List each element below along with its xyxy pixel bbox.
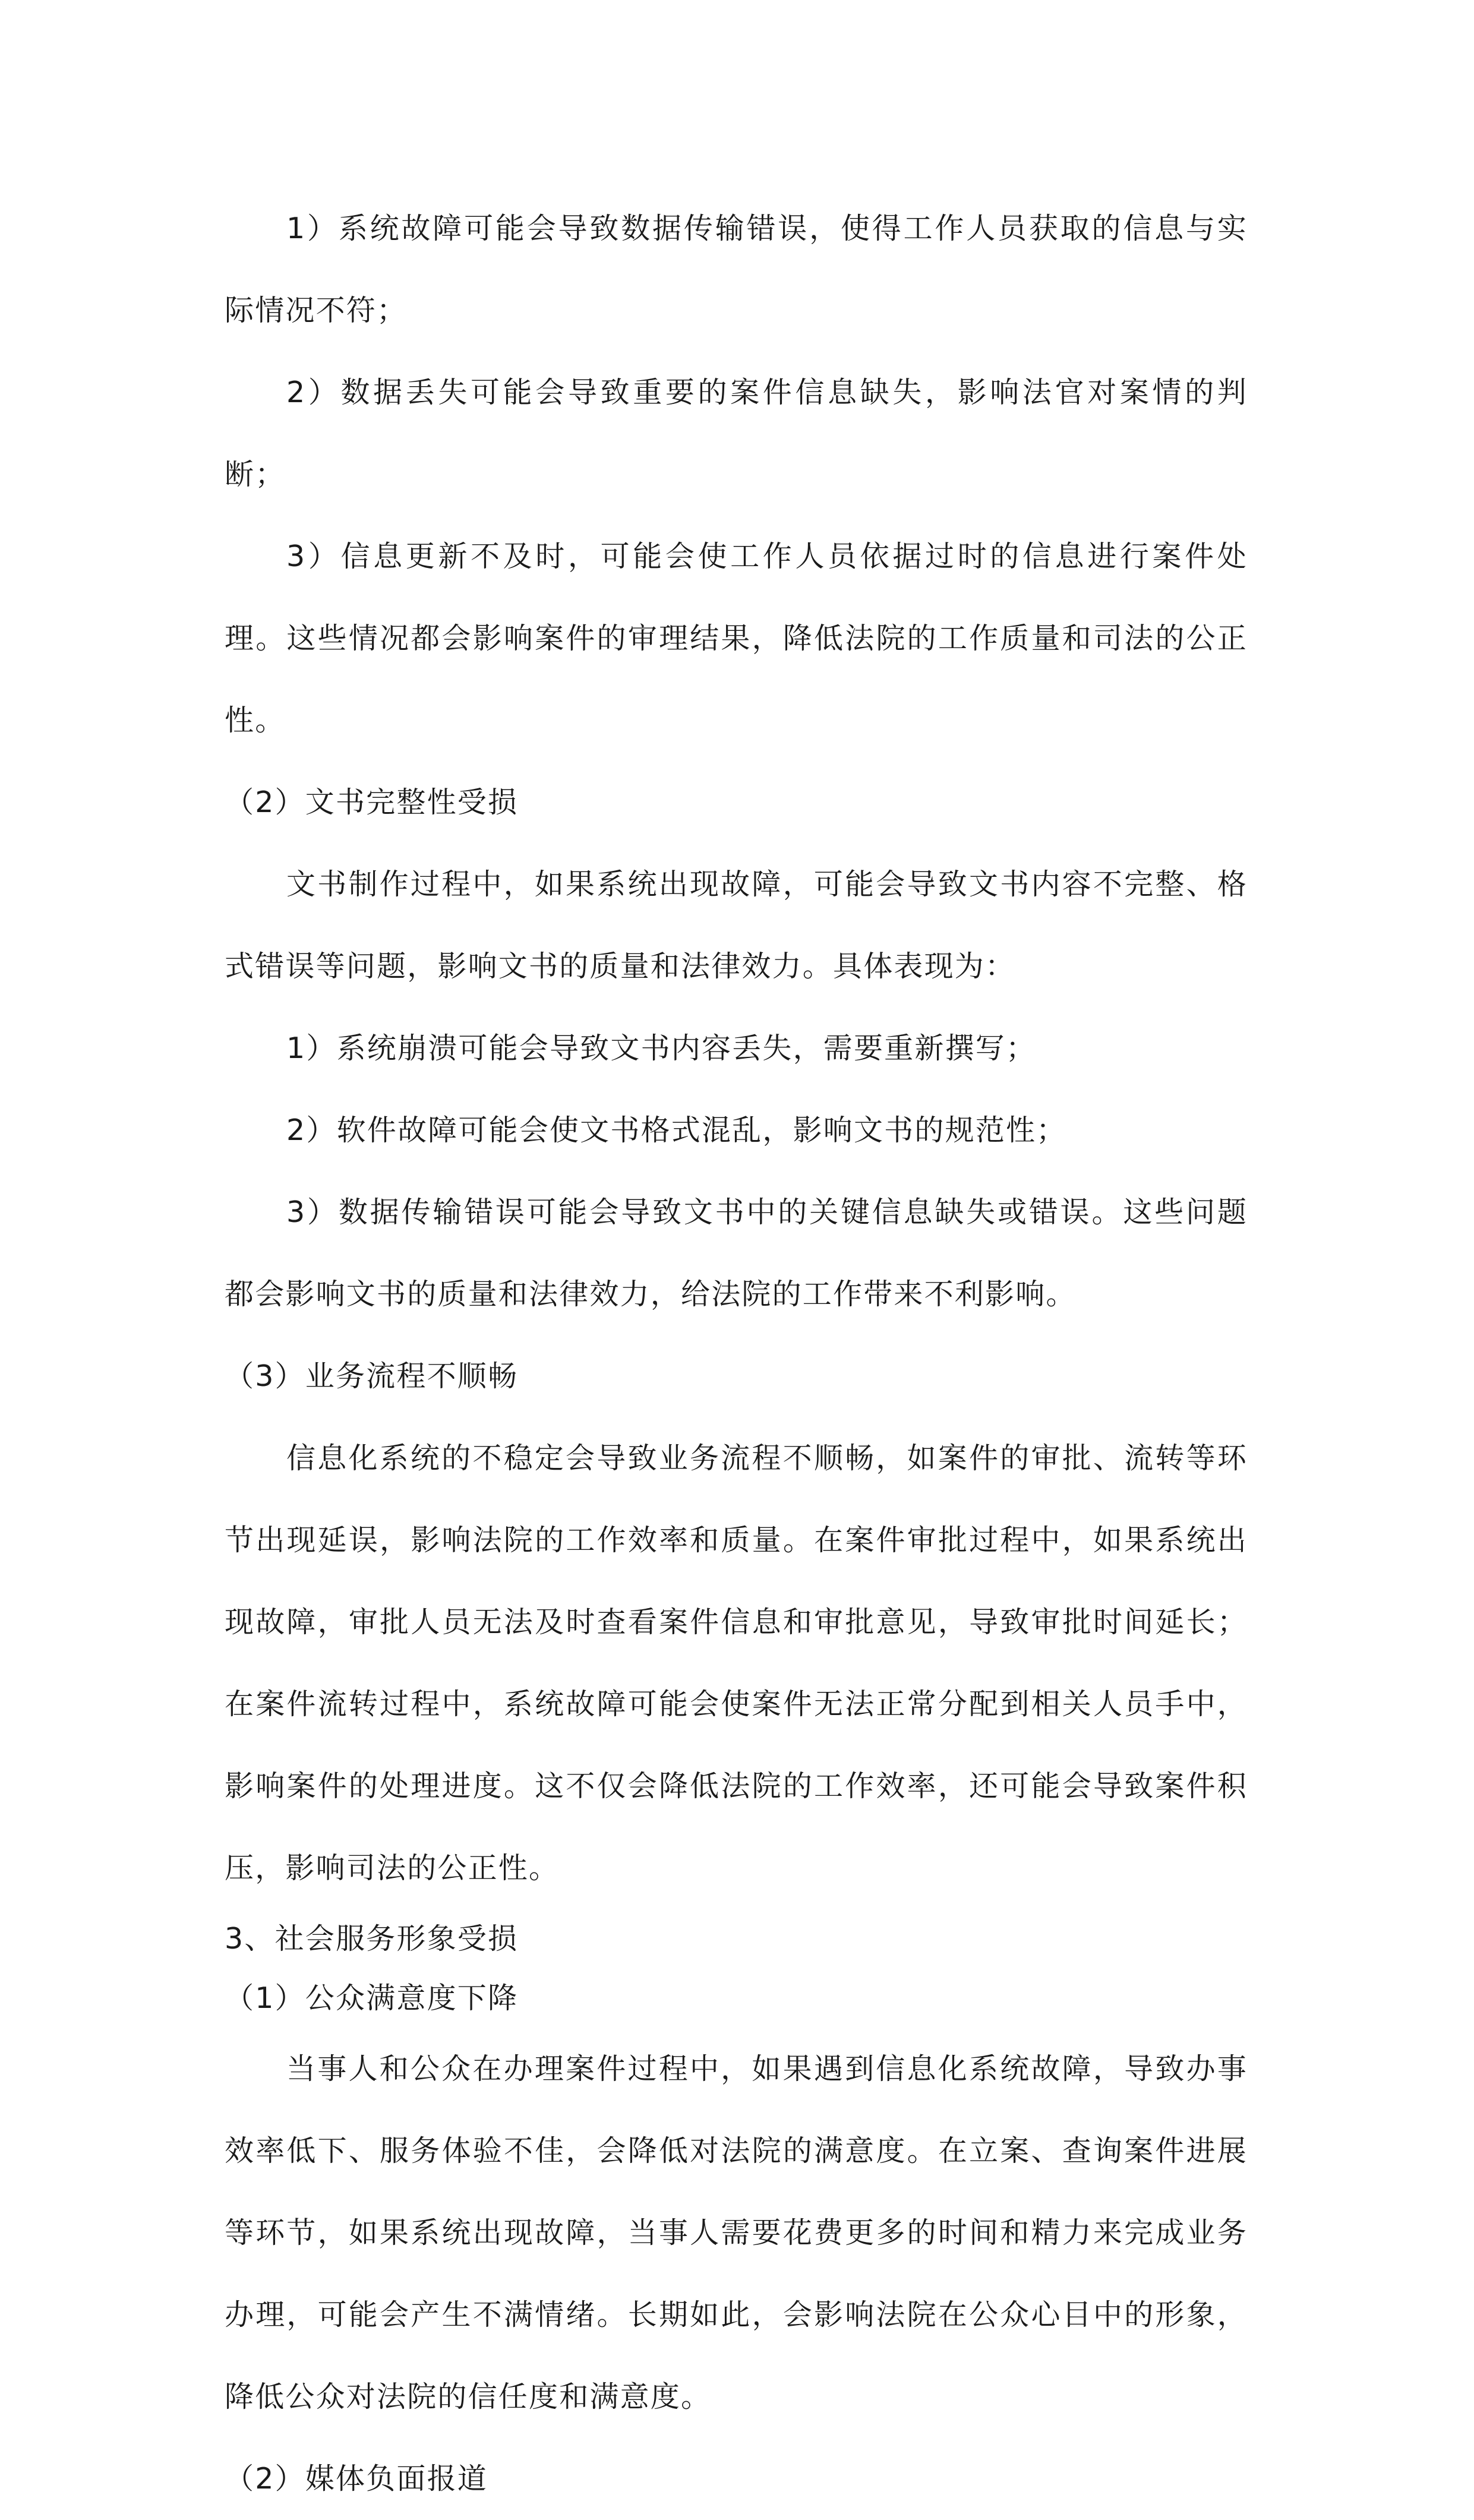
paragraph-item-2: 2）数据丢失可能会导致重要的案件信息缺失，影响法官对案情的判断； [225, 375, 1248, 491]
section-heading-document-integrity: （2）文书完整性受损 [225, 785, 519, 819]
paragraph-document-intro: 文书制作过程中，如果系统出现故障，可能会导致文书内容不完整、格式错误等问题，影响文书的质量和法律效力。具体表现为： [225, 867, 1248, 983]
paragraph-item-1: 1）系统故障可能会导致数据传输错误，使得工作人员获取的信息与实际情况不符； [225, 211, 1248, 327]
document-body [225, 188, 1248, 2520]
paragraph-doc-item-2: 2）软件故障可能会使文书格式混乱，影响文书的规范性； [286, 1113, 1067, 1147]
section-heading-workflow: （3）业务流程不顺畅 [225, 1359, 519, 1393]
paragraph-item-3: 3）信息更新不及时，可能会使工作人员依据过时的信息进行案件处理。这些情况都会影响案件的审理结果，降低法院的工作质量和司法的公正性。 [225, 539, 1248, 737]
section-heading-social-image: 3、社会服务形象受损 [225, 1922, 519, 1956]
section-heading-public-satisfaction: （1）公众满意度下降 [225, 1981, 519, 2015]
paragraph-workflow: 信息化系统的不稳定会导致业务流程不顺畅，如案件的审批、流转等环节出现延误，影响法院的工作效率和质量。在案件审批过程中，如果系统出现故障，审批人员无法及时查看案件信息和审批意见，导致审批时间延长；在案件流转过程中，系统故障可能会使案件无法正常分配到相关人员手中，影响案件的处理进度。这不仅会降低法院的工作效率，还可能会导致案件积压，影响司法的公正性。 [225, 1441, 1248, 1885]
section-heading-media-reports: （2）媒体负面报道 [225, 2462, 488, 2496]
paragraph-doc-item-3: 3）数据传输错误可能会导致文书中的关键信息缺失或错误。这些问题都会影响文书的质量和法律效力，给法院的工作带来不利影响。 [225, 1195, 1248, 1311]
paragraph-public-satisfaction: 当事人和公众在办理案件过程中，如果遇到信息化系统故障，导致办事效率低下、服务体验不佳，会降低对法院的满意度。在立案、查询案件进展等环节，如果系统出现故障，当事人需要花费更多的时间和精力来完成业务办理，可能会产生不满情绪。长期如此，会影响法院在公众心目中的形象，降低公众对法院的信任度和满意度。 [225, 2052, 1248, 2414]
paragraph-doc-item-1: 1）系统崩溃可能会导致文书内容丢失，需要重新撰写； [286, 1031, 1037, 1065]
